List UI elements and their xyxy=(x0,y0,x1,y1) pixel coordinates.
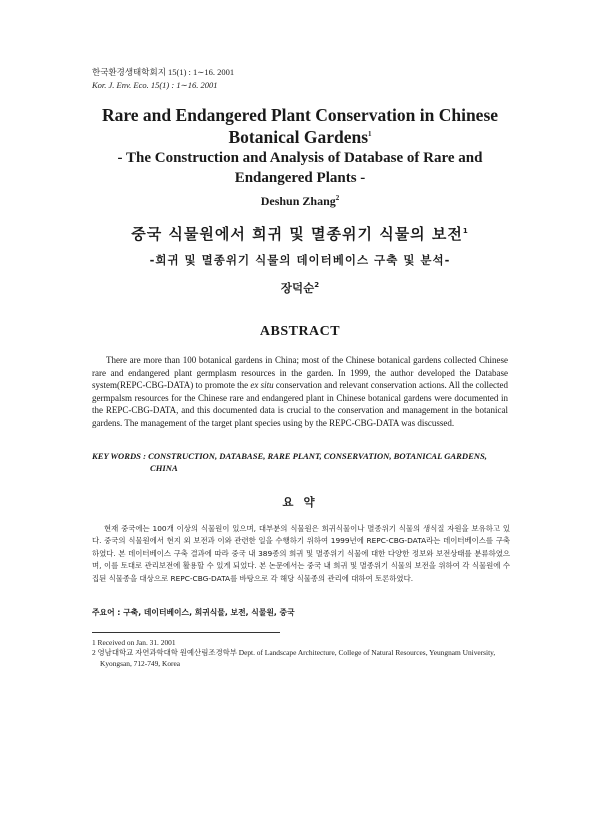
paper-title-line-2-text: Botanical Gardens xyxy=(228,127,369,147)
paper-subtitle-line-1: - The Construction and Analysis of Database of Rare and xyxy=(117,150,483,166)
keywords xyxy=(92,450,508,474)
abstract-text-part-2: conservation and relevant conservation actions. All the collected germpalsm resources for the Chinese rare and endangered plant in Chinese botanical gardens were documented in the REPC-CBG-DATA, and this documented data is crucial to the conservation and management in the botanical gardens. The management of the target plant species using by the REPC-CBG-DATA was discussed. xyxy=(92,380,508,428)
footnote-2: 2 영남대학교 자연과학대학 원예산림조경학부 Dept. of Landscape Architecture, College of Natural Resources, Yeungnam University, Kyongsan, 712-749, Korea xyxy=(92,648,496,668)
paper-title xyxy=(60,104,540,148)
journal-line-english: Kor. J. Env. Eco. 15(1) : 1∼16. 2001 xyxy=(92,79,218,90)
korean-footnote-marker-1: 1 xyxy=(462,227,469,235)
title-block xyxy=(60,104,540,296)
korean-abstract-body: 현재 중국에는 100개 이상의 식물원이 있으며, 대부분의 식물원은 희귀식물이나 멸종위기 식물의 생식질 자원을 보유하고 있다. 중국의 식물원에서 현지 외 보전과 이와 관련한 일을 수행하기 위하여 1999년에 REPC-CBG-DATA라는 데이터베이스를 구축하였다. 본 데이터베이스 구축 결과에 따라 중국 내 389종의 희귀 및 멸종위기 식물에 대한 다양한 정보와 보전상태를 분류하였으며, 이를 토대로 관리보전에 활용할 수 있게 되었다. 본 논문에서는 중국 내 희귀 및 멸종위기 식물의 보전을 위하여 각 식물원에 수집된 식물종을 대상으로 REPC-CBG-DATA를 바탕으로 각 해당 식물종의 관리에 대하여 토론하였다. xyxy=(92,524,510,583)
abstract-heading: ABSTRACT xyxy=(259,324,341,339)
footnote-divider xyxy=(92,632,280,633)
korean-footnote-marker-2: 2 xyxy=(314,281,320,290)
korean-author-name: 장덕순 xyxy=(280,281,315,295)
author-name: Deshun Zhang xyxy=(260,194,336,208)
korean-title xyxy=(60,223,540,244)
author-english xyxy=(60,194,540,209)
keywords-line-1: KEY WORDS : CONSTRUCTION, DATABASE, RARE PLANT, CONSERVATION, BOTANICAL GARDENS, xyxy=(92,451,487,461)
journal-citation xyxy=(92,66,234,91)
journal-line-korean: 한국환경생태학회지 15(1) : 1∼16. 2001 xyxy=(92,67,235,77)
korean-author xyxy=(60,280,540,296)
footnote-1: 1 Received on Jan. 31. 2001 xyxy=(92,638,176,647)
korean-keywords: 주요어 : 구축, 데이터베이스, 희귀식물, 보전, 식물원, 중국 xyxy=(92,608,295,617)
paper-title-line-1: Rare and Endangered Plant Conservation in Chinese xyxy=(101,105,499,125)
paper-title-line-2 xyxy=(60,126,540,148)
abstract-text-part-1: There are more than 100 botanical gardens in China; most of the Chinese botanical gardens collected Chinese rare and endangered plant germplasm resources in the garden. In 1999, the author developed the Database system(REPC-CBG-DATA) to promote the xyxy=(92,355,508,391)
abstract-body xyxy=(92,354,508,430)
abstract-italic-term: ex situ xyxy=(250,380,274,391)
footnote-marker-1: 1 xyxy=(368,130,372,139)
paper-subtitle-line-2: Endangered Plants - xyxy=(234,170,366,186)
korean-title-text: 중국 식물원에서 희귀 및 멸종위기 식물의 보전 xyxy=(131,225,463,243)
paper-subtitle xyxy=(60,148,540,188)
korean-abstract-heading: 요 약 xyxy=(282,495,318,509)
korean-subtitle: -희귀 및 멸종위기 식물의 데이터베이스 구축 및 분석- xyxy=(149,253,451,267)
footnote-marker-2: 2 xyxy=(335,194,340,202)
footnotes xyxy=(92,638,512,669)
keywords-line-2: CHINA xyxy=(150,463,178,473)
